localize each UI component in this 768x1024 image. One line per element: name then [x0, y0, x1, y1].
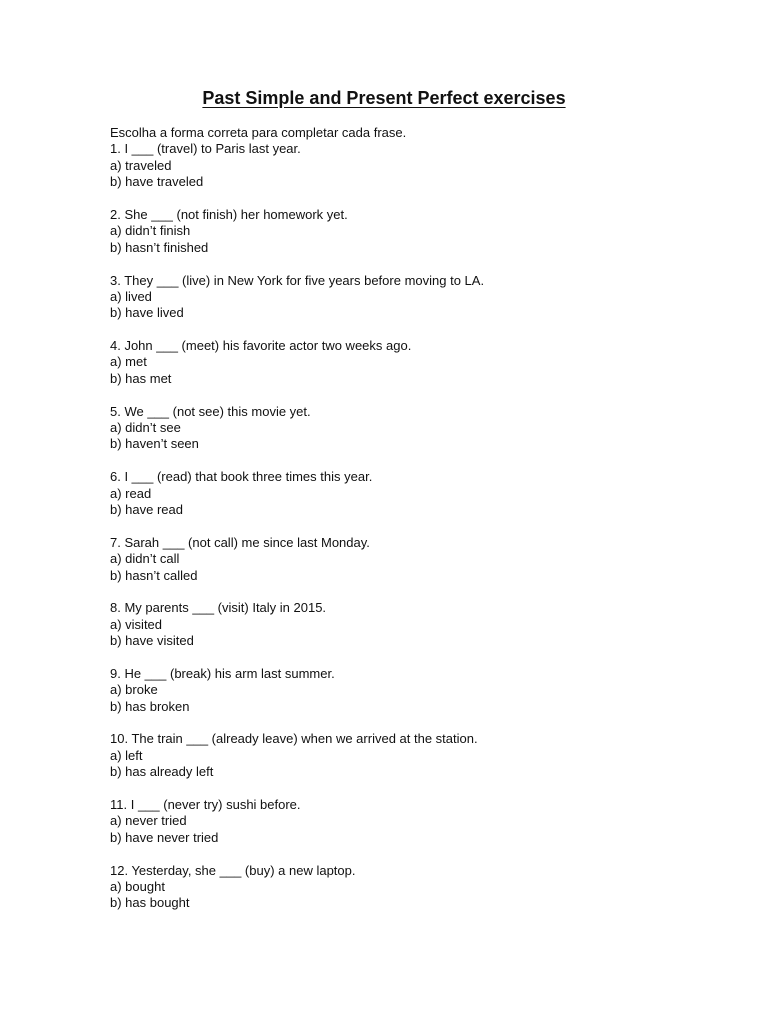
- question-10: [110, 731, 710, 780]
- question-prompt: 12. Yesterday, she ___ (buy) a new laptop.: [110, 862, 356, 878]
- question-prompt: 3. They ___ (live) in New York for five years before moving to LA.: [110, 272, 485, 288]
- question-9: [110, 666, 710, 715]
- question-prompt: 1. I ___ (travel) to Paris last year.: [110, 141, 301, 157]
- question-12: [110, 863, 710, 912]
- option-a: a) visited: [110, 616, 163, 632]
- question-prompt: 5. We ___ (not see) this movie yet.: [110, 403, 311, 419]
- option-a: a) bought: [110, 878, 165, 894]
- question-prompt: 10. The train ___ (already leave) when we arrived at the station.: [110, 731, 478, 747]
- question-prompt: 6. I ___ (read) that book three times this year.: [110, 469, 373, 485]
- option-a: a) lived: [110, 288, 152, 304]
- exercise-content: [110, 125, 710, 928]
- question-prompt: 8. My parents ___ (visit) Italy in 2015.: [110, 600, 327, 616]
- option-b: b) have traveled: [110, 174, 204, 190]
- option-a: a) didn’t finish: [110, 223, 191, 239]
- option-a: a) traveled: [110, 157, 172, 173]
- question-5: [110, 404, 710, 453]
- option-a: a) left: [110, 747, 143, 763]
- option-a: a) didn’t see: [110, 420, 181, 436]
- question-7: [110, 535, 710, 584]
- option-a: a) read: [110, 485, 152, 501]
- option-b: b) have lived: [110, 305, 184, 321]
- option-b: b) has already left: [110, 764, 214, 780]
- option-b: b) hasn’t finished: [110, 239, 209, 255]
- option-a: a) never tried: [110, 813, 187, 829]
- instruction-text: Escolha a forma correta para completar cada frase.: [110, 125, 407, 140]
- option-a: a) broke: [110, 682, 158, 698]
- question-11: [110, 797, 710, 846]
- option-a: a) didn’t call: [110, 551, 180, 567]
- document-title: Past Simple and Present Perfect exercises: [202, 88, 566, 108]
- question-3: [110, 273, 710, 322]
- option-b: b) have never tried: [110, 829, 219, 845]
- question-prompt: 2. She ___ (not finish) her homework yet.: [110, 206, 348, 222]
- option-b: b) have visited: [110, 633, 194, 649]
- question-prompt: 9. He ___ (break) his arm last summer.: [110, 665, 335, 681]
- option-b: b) has bought: [110, 895, 190, 911]
- option-b: b) has met: [110, 370, 172, 386]
- question-6: [110, 469, 710, 518]
- question-prompt: 4. John ___ (meet) his favorite actor two weeks ago.: [110, 338, 412, 354]
- option-b: b) hasn’t called: [110, 567, 198, 583]
- question-4: [110, 338, 710, 387]
- option-b: b) have read: [110, 501, 183, 517]
- question-8: [110, 600, 710, 649]
- option-b: b) haven’t seen: [110, 436, 199, 452]
- option-b: b) has broken: [110, 698, 190, 714]
- question-2: [110, 207, 710, 256]
- question-1: [110, 141, 710, 190]
- option-a: a) met: [110, 354, 147, 370]
- question-prompt: 7. Sarah ___ (not call) me since last Monday.: [110, 534, 370, 550]
- question-prompt: 11. I ___ (never try) sushi before.: [110, 797, 301, 813]
